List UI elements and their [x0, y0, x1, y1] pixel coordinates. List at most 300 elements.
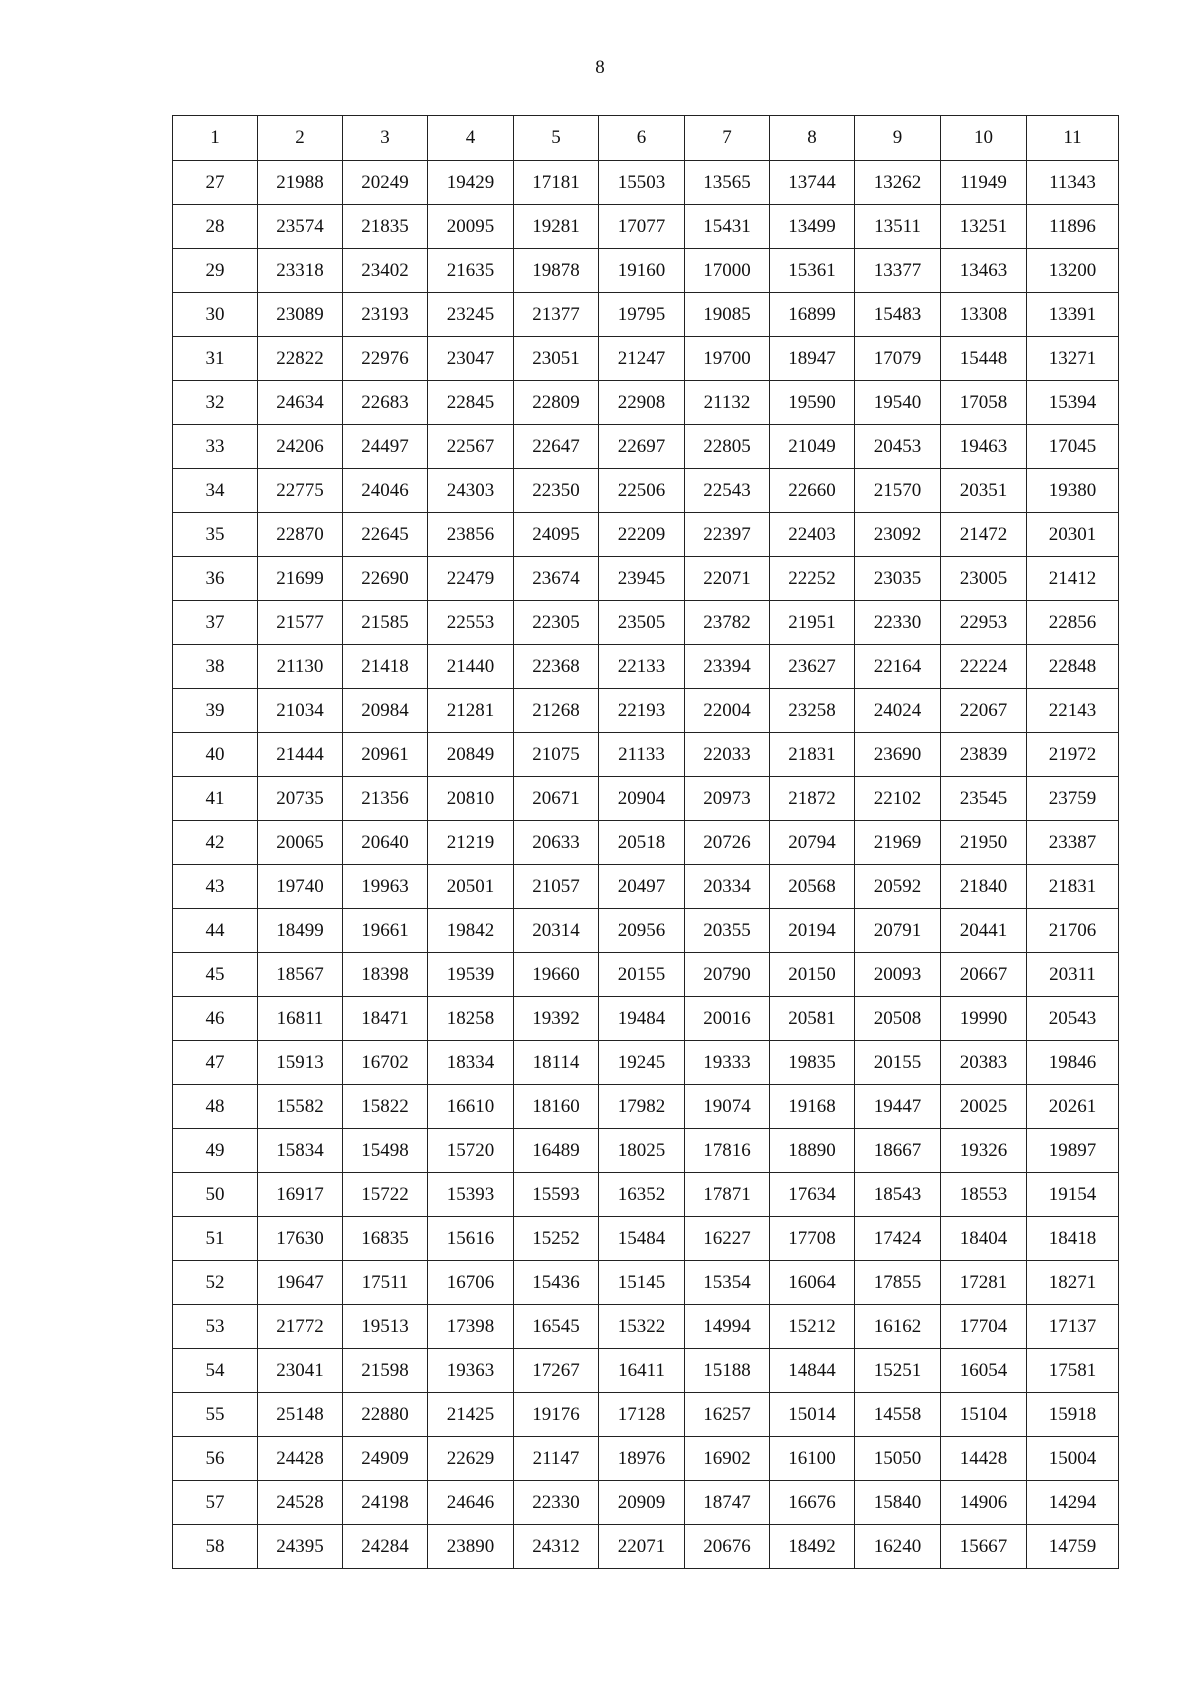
table-cell: 20568: [770, 865, 855, 909]
table-cell: 15014: [770, 1393, 855, 1437]
table-cell: 15582: [258, 1085, 343, 1129]
table-cell: 24634: [258, 381, 343, 425]
header-row: [173, 116, 1119, 161]
table-cell: 23890: [428, 1525, 514, 1569]
table-row: [173, 997, 1119, 1041]
table-cell: 19429: [428, 161, 514, 205]
table-row: [173, 821, 1119, 865]
table-cell: 15431: [685, 205, 770, 249]
table-cell: 19085: [685, 293, 770, 337]
table-cell: 19540: [855, 381, 941, 425]
table-cell: 15503: [599, 161, 685, 205]
table-cell: 19447: [855, 1085, 941, 1129]
table-cell: 17982: [599, 1085, 685, 1129]
table-cell: 13391: [1027, 293, 1119, 337]
column-header: 10: [941, 116, 1027, 161]
table-cell: 21835: [343, 205, 428, 249]
table-cell: 22775: [258, 469, 343, 513]
table-row: [173, 689, 1119, 733]
table-cell: 23782: [685, 601, 770, 645]
table-cell: 21034: [258, 689, 343, 733]
table-cell: 15252: [514, 1217, 599, 1261]
table-cell: 20956: [599, 909, 685, 953]
table-cell: 19380: [1027, 469, 1119, 513]
table-row: [173, 1085, 1119, 1129]
table-cell: 15361: [770, 249, 855, 293]
table-cell: 15593: [514, 1173, 599, 1217]
table-cell: 17181: [514, 161, 599, 205]
table-cell: 22164: [855, 645, 941, 689]
table-cell: 18667: [855, 1129, 941, 1173]
table-cell: 17398: [428, 1305, 514, 1349]
table-cell: 22004: [685, 689, 770, 733]
row-label-cell: 42: [173, 821, 258, 865]
table-cell: 20810: [428, 777, 514, 821]
table-cell: 22067: [941, 689, 1027, 733]
table-cell: 22690: [343, 557, 428, 601]
table-row: [173, 469, 1119, 513]
table-cell: 22953: [941, 601, 1027, 645]
table-cell: 19326: [941, 1129, 1027, 1173]
column-header: 11: [1027, 116, 1119, 161]
table-cell: 20065: [258, 821, 343, 865]
table-cell: 18471: [343, 997, 428, 1041]
table-cell: 13499: [770, 205, 855, 249]
table-cell: 19363: [428, 1349, 514, 1393]
table-cell: 16706: [428, 1261, 514, 1305]
table-cell: 15145: [599, 1261, 685, 1305]
table-cell: 15251: [855, 1349, 941, 1393]
table-cell: 22805: [685, 425, 770, 469]
table-cell: 16054: [941, 1349, 1027, 1393]
table-cell: 16902: [685, 1437, 770, 1481]
row-label-cell: 30: [173, 293, 258, 337]
table-cell: 19647: [258, 1261, 343, 1305]
table-cell: 21635: [428, 249, 514, 293]
table-cell: 22133: [599, 645, 685, 689]
table-cell: 16100: [770, 1437, 855, 1481]
table-cell: 20592: [855, 865, 941, 909]
table-cell: 23051: [514, 337, 599, 381]
table-cell: 14428: [941, 1437, 1027, 1481]
table-cell: 22870: [258, 513, 343, 557]
table-cell: 21440: [428, 645, 514, 689]
table-cell: 20904: [599, 777, 685, 821]
table-cell: 22908: [599, 381, 685, 425]
table-cell: 16162: [855, 1305, 941, 1349]
table-cell: 15188: [685, 1349, 770, 1393]
table-cell: 23627: [770, 645, 855, 689]
table-cell: 19176: [514, 1393, 599, 1437]
table-cell: 23856: [428, 513, 514, 557]
column-header: 4: [428, 116, 514, 161]
table-cell: 19700: [685, 337, 770, 381]
table-cell: 18418: [1027, 1217, 1119, 1261]
table-cell: 22567: [428, 425, 514, 469]
table-cell: 21133: [599, 733, 685, 777]
table-cell: 20735: [258, 777, 343, 821]
table-cell: 20518: [599, 821, 685, 865]
table-cell: 21425: [428, 1393, 514, 1437]
table-cell: 18258: [428, 997, 514, 1041]
table-cell: 22330: [514, 1481, 599, 1525]
table-cell: 17128: [599, 1393, 685, 1437]
column-header: 2: [258, 116, 343, 161]
table-cell: 18404: [941, 1217, 1027, 1261]
row-label-cell: 38: [173, 645, 258, 689]
table-cell: 17058: [941, 381, 1027, 425]
table-cell: 23193: [343, 293, 428, 337]
table-cell: 20334: [685, 865, 770, 909]
table-cell: 20194: [770, 909, 855, 953]
table-cell: 22856: [1027, 601, 1119, 645]
table-cell: 15448: [941, 337, 1027, 381]
table-cell: 23505: [599, 601, 685, 645]
row-label-cell: 37: [173, 601, 258, 645]
table-cell: 13744: [770, 161, 855, 205]
data-table: [172, 115, 1119, 1569]
table-cell: 21247: [599, 337, 685, 381]
column-header: 5: [514, 116, 599, 161]
table-cell: 20249: [343, 161, 428, 205]
column-header: 3: [343, 116, 428, 161]
table-cell: 15322: [599, 1305, 685, 1349]
table-cell: 17424: [855, 1217, 941, 1261]
table-row: [173, 513, 1119, 557]
row-label-cell: 48: [173, 1085, 258, 1129]
table-cell: 15354: [685, 1261, 770, 1305]
table-cell: 23674: [514, 557, 599, 601]
table-cell: 19897: [1027, 1129, 1119, 1173]
table-cell: 21281: [428, 689, 514, 733]
table-row: [173, 161, 1119, 205]
table-cell: 20383: [941, 1041, 1027, 1085]
table-cell: 21577: [258, 601, 343, 645]
table-cell: 24206: [258, 425, 343, 469]
row-label-cell: 44: [173, 909, 258, 953]
table-cell: 16545: [514, 1305, 599, 1349]
row-label-cell: 57: [173, 1481, 258, 1525]
table-cell: 22479: [428, 557, 514, 601]
table-cell: 17137: [1027, 1305, 1119, 1349]
table-row: [173, 293, 1119, 337]
table-cell: 11949: [941, 161, 1027, 205]
table-cell: 20984: [343, 689, 428, 733]
table-cell: 22683: [343, 381, 428, 425]
table-cell: 14994: [685, 1305, 770, 1349]
table-cell: 20441: [941, 909, 1027, 953]
table-cell: 22629: [428, 1437, 514, 1481]
table-cell: 20581: [770, 997, 855, 1041]
table-cell: 20355: [685, 909, 770, 953]
row-label-cell: 52: [173, 1261, 258, 1305]
table-cell: 19484: [599, 997, 685, 1041]
row-label-cell: 56: [173, 1437, 258, 1481]
table-cell: 21075: [514, 733, 599, 777]
table-cell: 17077: [599, 205, 685, 249]
table-cell: 24395: [258, 1525, 343, 1569]
table-cell: 18160: [514, 1085, 599, 1129]
table-cell: 17045: [1027, 425, 1119, 469]
table-cell: 21472: [941, 513, 1027, 557]
table-cell: 24497: [343, 425, 428, 469]
table-row: [173, 1481, 1119, 1525]
table-cell: 19846: [1027, 1041, 1119, 1085]
column-header: 6: [599, 116, 685, 161]
table-row: [173, 1261, 1119, 1305]
table-row: [173, 733, 1119, 777]
table-cell: 16411: [599, 1349, 685, 1393]
page-number: 8: [595, 57, 605, 78]
table-cell: 17267: [514, 1349, 599, 1393]
table-cell: 13308: [941, 293, 1027, 337]
table-cell: 23402: [343, 249, 428, 293]
table-cell: 13463: [941, 249, 1027, 293]
table-cell: 21585: [343, 601, 428, 645]
table-cell: 17000: [685, 249, 770, 293]
row-label-cell: 58: [173, 1525, 258, 1569]
table-cell: 14844: [770, 1349, 855, 1393]
table-cell: 22976: [343, 337, 428, 381]
table-cell: 19154: [1027, 1173, 1119, 1217]
table-cell: 15667: [941, 1525, 1027, 1569]
table-cell: 22350: [514, 469, 599, 513]
table-cell: 15394: [1027, 381, 1119, 425]
table-cell: 20261: [1027, 1085, 1119, 1129]
table-cell: 15834: [258, 1129, 343, 1173]
table-row: [173, 777, 1119, 821]
table-cell: 20497: [599, 865, 685, 909]
table-row: [173, 1129, 1119, 1173]
table-cell: 19392: [514, 997, 599, 1041]
table-row: [173, 1349, 1119, 1393]
table-cell: 13200: [1027, 249, 1119, 293]
row-label-cell: 45: [173, 953, 258, 997]
table-row: [173, 601, 1119, 645]
table-cell: 23089: [258, 293, 343, 337]
table-cell: 19842: [428, 909, 514, 953]
table-cell: 19333: [685, 1041, 770, 1085]
table-cell: 20150: [770, 953, 855, 997]
table-cell: 16352: [599, 1173, 685, 1217]
table-cell: 16702: [343, 1041, 428, 1085]
table-cell: 17281: [941, 1261, 1027, 1305]
table-cell: 21972: [1027, 733, 1119, 777]
table-cell: 15616: [428, 1217, 514, 1261]
table-cell: 20025: [941, 1085, 1027, 1129]
table-cell: 22553: [428, 601, 514, 645]
table-cell: 18492: [770, 1525, 855, 1569]
table-cell: 22848: [1027, 645, 1119, 689]
table-cell: 15722: [343, 1173, 428, 1217]
table-row: [173, 909, 1119, 953]
table-cell: 22880: [343, 1393, 428, 1437]
row-label-cell: 35: [173, 513, 258, 557]
table-cell: 22647: [514, 425, 599, 469]
table-cell: 15918: [1027, 1393, 1119, 1437]
table-cell: 16227: [685, 1217, 770, 1261]
table-cell: 20093: [855, 953, 941, 997]
table-row: [173, 249, 1119, 293]
table-cell: 21598: [343, 1349, 428, 1393]
table-cell: 15393: [428, 1173, 514, 1217]
table-cell: 20849: [428, 733, 514, 777]
table-cell: 20790: [685, 953, 770, 997]
table-cell: 22645: [343, 513, 428, 557]
row-label-cell: 40: [173, 733, 258, 777]
table-cell: 13262: [855, 161, 941, 205]
row-label-cell: 43: [173, 865, 258, 909]
table-cell: 20155: [599, 953, 685, 997]
table-cell: 21699: [258, 557, 343, 601]
table-row: [173, 337, 1119, 381]
table-row: [173, 1173, 1119, 1217]
table-cell: 22822: [258, 337, 343, 381]
table-cell: 17630: [258, 1217, 343, 1261]
column-header: 7: [685, 116, 770, 161]
table-cell: 19795: [599, 293, 685, 337]
table-cell: 20543: [1027, 997, 1119, 1041]
table-cell: 15822: [343, 1085, 428, 1129]
table-cell: 19463: [941, 425, 1027, 469]
table-cell: 22071: [685, 557, 770, 601]
table-cell: 19990: [941, 997, 1027, 1041]
table-cell: 21831: [770, 733, 855, 777]
table-cell: 22193: [599, 689, 685, 733]
row-label-cell: 49: [173, 1129, 258, 1173]
row-label-cell: 32: [173, 381, 258, 425]
row-label-cell: 51: [173, 1217, 258, 1261]
table-cell: 18747: [685, 1481, 770, 1525]
table-cell: 24428: [258, 1437, 343, 1481]
table-cell: 17581: [1027, 1349, 1119, 1393]
table-cell: 23047: [428, 337, 514, 381]
table-cell: 22660: [770, 469, 855, 513]
table-cell: 19661: [343, 909, 428, 953]
table-cell: 23387: [1027, 821, 1119, 865]
table-cell: 16064: [770, 1261, 855, 1305]
table-cell: 20508: [855, 997, 941, 1041]
table-row: [173, 1305, 1119, 1349]
table-cell: 19740: [258, 865, 343, 909]
table-cell: 22809: [514, 381, 599, 425]
table-cell: 15913: [258, 1041, 343, 1085]
row-label-cell: 53: [173, 1305, 258, 1349]
table-cell: 21831: [1027, 865, 1119, 909]
row-label-cell: 46: [173, 997, 258, 1041]
table-cell: 22368: [514, 645, 599, 689]
column-header: 8: [770, 116, 855, 161]
table-cell: 20909: [599, 1481, 685, 1525]
table-cell: 18114: [514, 1041, 599, 1085]
table-cell: 17634: [770, 1173, 855, 1217]
table-cell: 22397: [685, 513, 770, 557]
table-cell: 15436: [514, 1261, 599, 1305]
table-cell: 21130: [258, 645, 343, 689]
table-cell: 11896: [1027, 205, 1119, 249]
table-cell: 19281: [514, 205, 599, 249]
table-cell: 18543: [855, 1173, 941, 1217]
table-cell: 21951: [770, 601, 855, 645]
table-cell: 21049: [770, 425, 855, 469]
table-cell: 21570: [855, 469, 941, 513]
table-cell: 16899: [770, 293, 855, 337]
table-cell: 17871: [685, 1173, 770, 1217]
table-cell: 18334: [428, 1041, 514, 1085]
table-cell: 23394: [685, 645, 770, 689]
table-cell: 17855: [855, 1261, 941, 1305]
table-cell: 18271: [1027, 1261, 1119, 1305]
table-cell: 23574: [258, 205, 343, 249]
table-cell: 16489: [514, 1129, 599, 1173]
table-cell: 20453: [855, 425, 941, 469]
table-cell: 15720: [428, 1129, 514, 1173]
table-cell: 22697: [599, 425, 685, 469]
row-label-cell: 47: [173, 1041, 258, 1085]
table-cell: 22506: [599, 469, 685, 513]
table-row: [173, 1437, 1119, 1481]
table-cell: 21356: [343, 777, 428, 821]
row-label-cell: 54: [173, 1349, 258, 1393]
table-cell: 19963: [343, 865, 428, 909]
table-cell: 21268: [514, 689, 599, 733]
table-cell: 14906: [941, 1481, 1027, 1525]
table-cell: 14558: [855, 1393, 941, 1437]
table-cell: 20671: [514, 777, 599, 821]
table-cell: 22224: [941, 645, 1027, 689]
table-row: [173, 381, 1119, 425]
table-cell: 21377: [514, 293, 599, 337]
table-cell: 18499: [258, 909, 343, 953]
table-cell: 21412: [1027, 557, 1119, 601]
table-cell: 20667: [941, 953, 1027, 997]
table-cell: 17708: [770, 1217, 855, 1261]
table-cell: 19835: [770, 1041, 855, 1085]
table-cell: 22252: [770, 557, 855, 601]
row-label-cell: 33: [173, 425, 258, 469]
table-cell: 16676: [770, 1481, 855, 1525]
table-cell: 19245: [599, 1041, 685, 1085]
table-row: [173, 557, 1119, 601]
table-cell: 23839: [941, 733, 1027, 777]
table-cell: 23545: [941, 777, 1027, 821]
table-cell: 21132: [685, 381, 770, 425]
table-cell: 21840: [941, 865, 1027, 909]
table-row: [173, 425, 1119, 469]
table-cell: 23258: [770, 689, 855, 733]
column-header: 9: [855, 116, 941, 161]
table-cell: 13511: [855, 205, 941, 249]
row-label-cell: 36: [173, 557, 258, 601]
table-cell: 20640: [343, 821, 428, 865]
table-cell: 13271: [1027, 337, 1119, 381]
table-cell: 15104: [941, 1393, 1027, 1437]
table-cell: 21219: [428, 821, 514, 865]
table-cell: 13377: [855, 249, 941, 293]
table-row: [173, 645, 1119, 689]
table-cell: 20095: [428, 205, 514, 249]
table-cell: 24312: [514, 1525, 599, 1569]
table-cell: 19160: [599, 249, 685, 293]
row-label-cell: 50: [173, 1173, 258, 1217]
table-cell: 16257: [685, 1393, 770, 1437]
table-cell: 21772: [258, 1305, 343, 1349]
table-cell: 19590: [770, 381, 855, 425]
table-cell: 23690: [855, 733, 941, 777]
table-cell: 19660: [514, 953, 599, 997]
table-cell: 23005: [941, 557, 1027, 601]
table-cell: 15498: [343, 1129, 428, 1173]
